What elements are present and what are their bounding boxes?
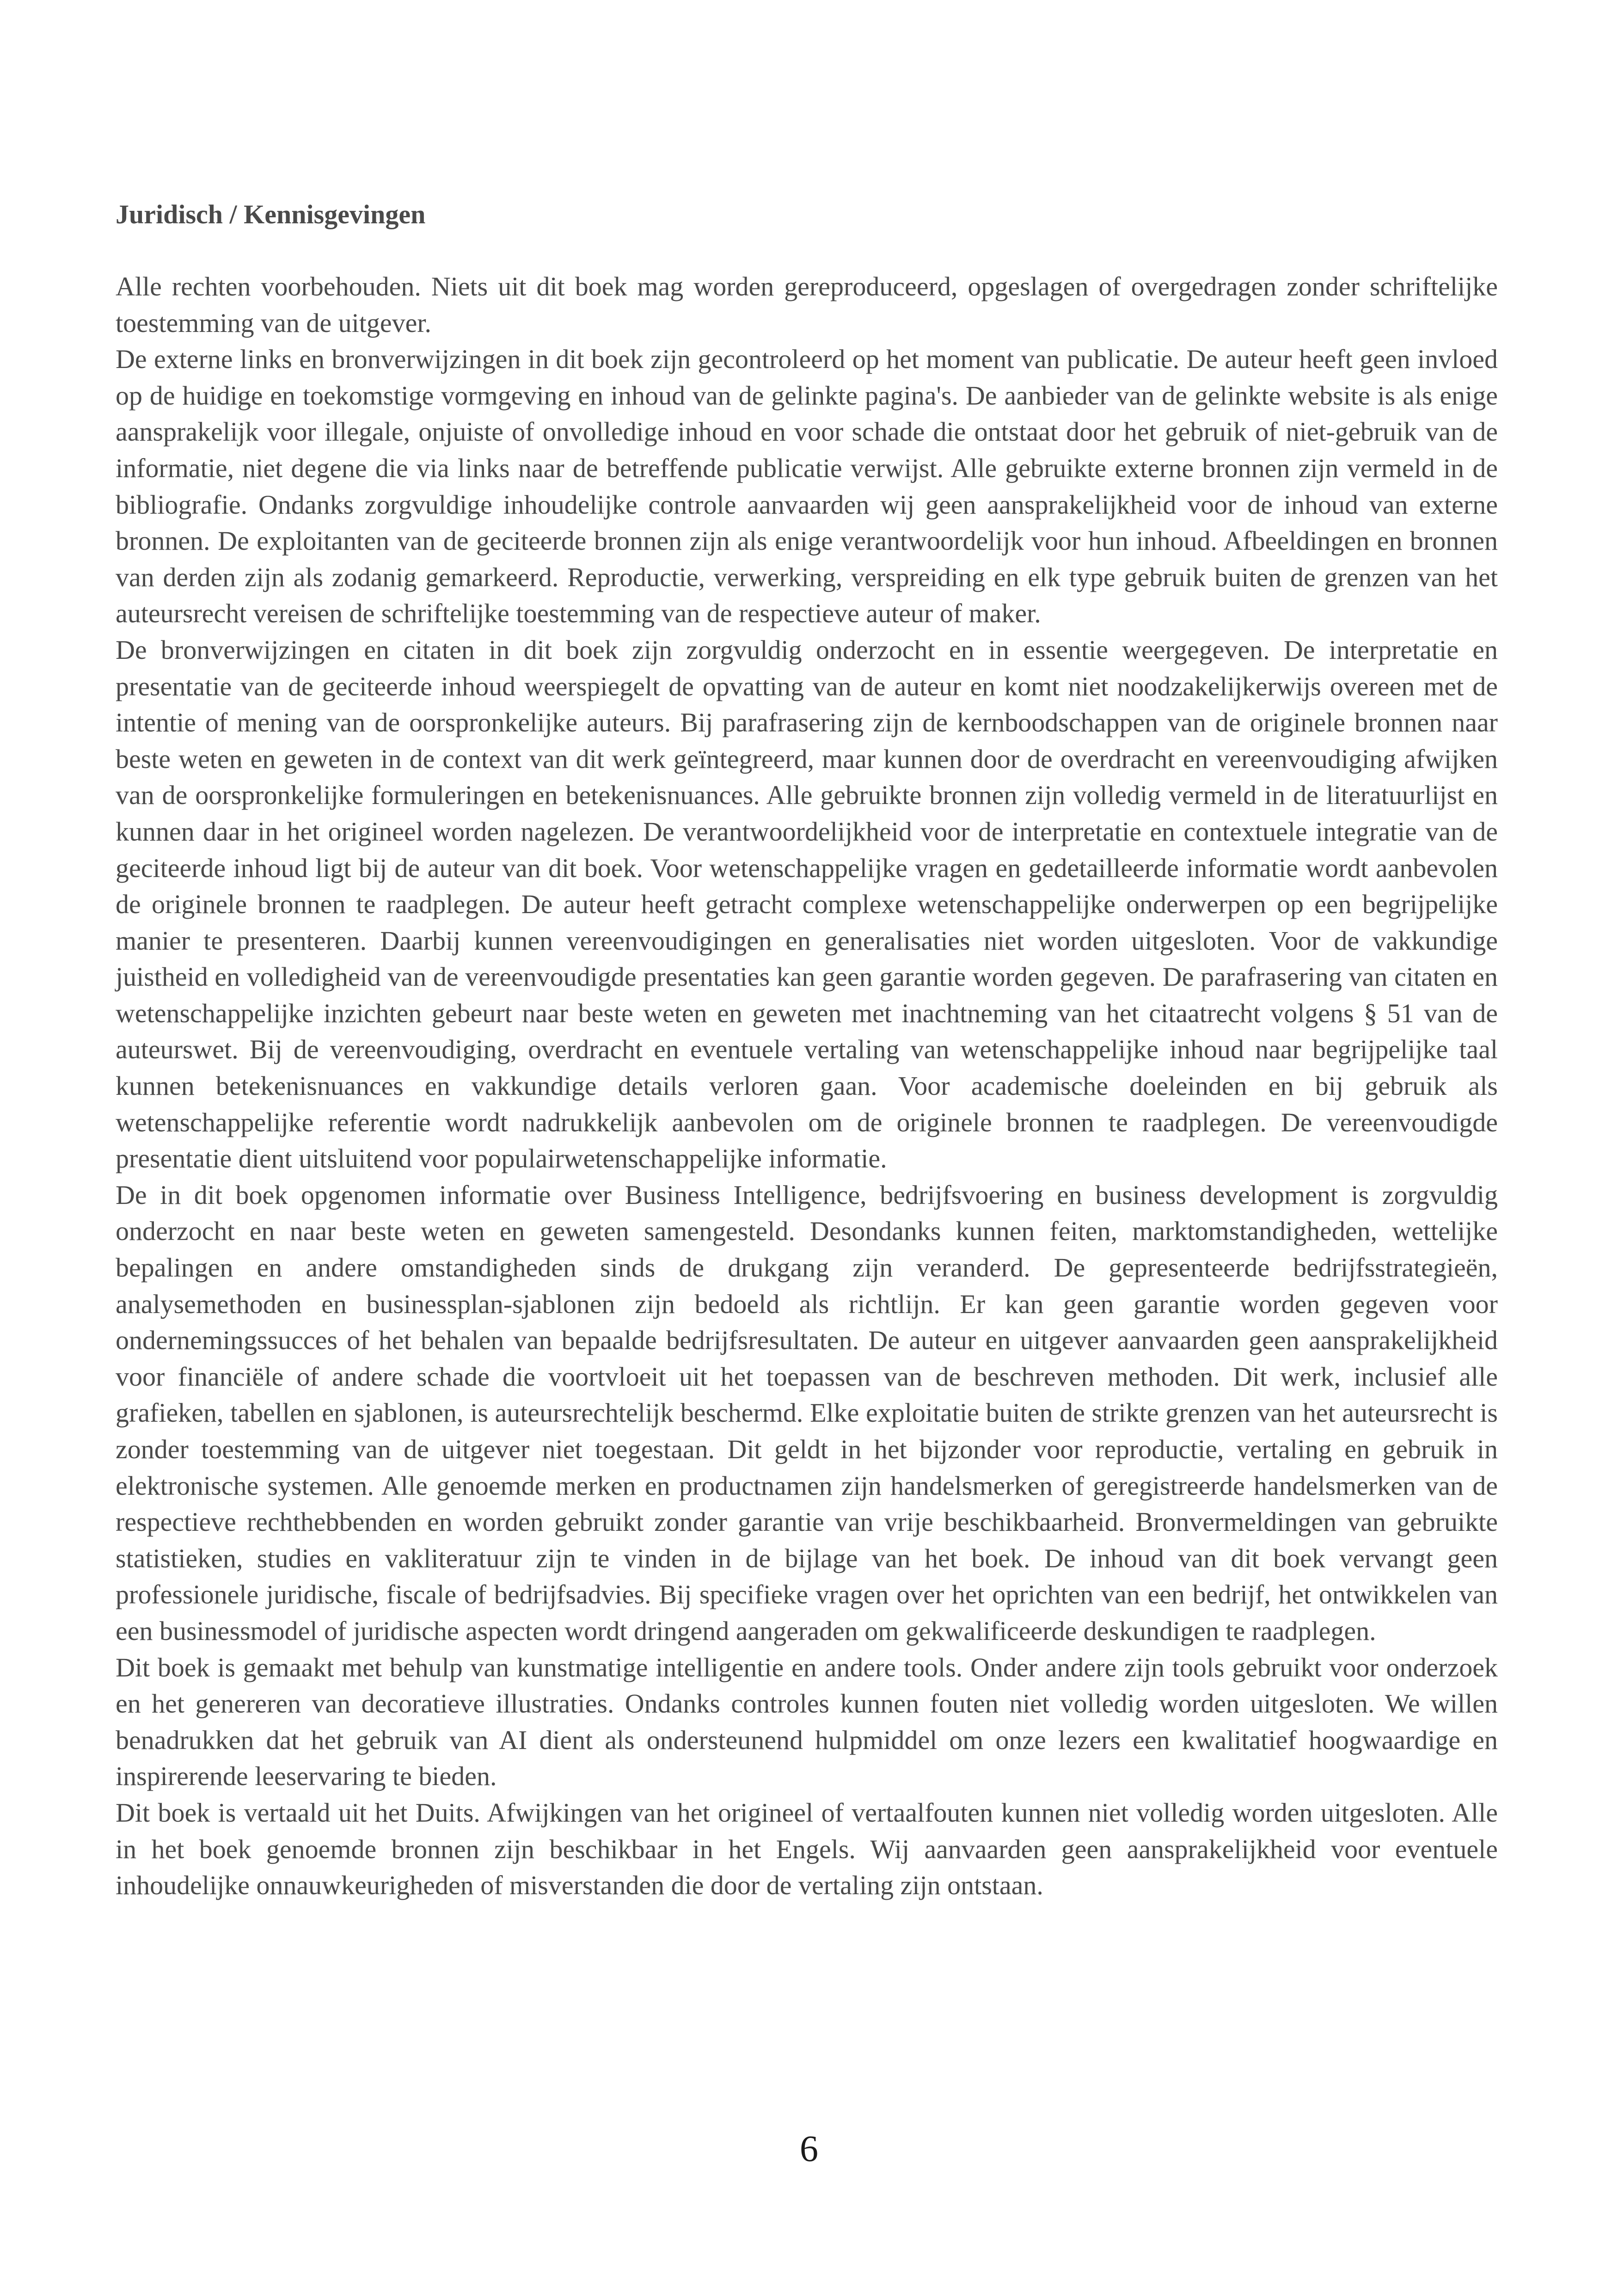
- section-heading: Juridisch / Kennisgevingen: [116, 199, 426, 229]
- paragraph-copyright: Alle rechten voorbehouden. Niets uit dit boek mag worden gereproduceerd, opgeslagen of overgedragen zonder schriftelijke toestemming van de uitgever.: [116, 271, 1498, 338]
- paragraph-citations: De bronverwijzingen en citaten in dit boek zijn zorgvuldig onderzocht en in essentie weergegeven. De interpretatie en presentatie van de geciteerde inhoud weerspiegelt de opvatting van de auteur en komt niet noodzakelijkerwijs overeen met de intentie of mening van de oorspronkelijke auteurs. Bij parafrasering zijn de kernboodschappen van de originele bronnen naar beste weten en geweten in de context van dit werk geïntegreerd, maar kunnen door de overdracht en vereenvoudiging afwijken van de oorspronkelijke formuleringen en betekenisnuances. Alle gebruikte bronnen zijn volledig vermeld in de literatuurlijst en kunnen daar in het origineel worden nagelezen. De verantwoordelijkheid voor de interpretatie en contextuele integratie van de geciteerde inhoud ligt bij de auteur van dit boek. Voor wetenschappelijke vragen en gedetailleerde informatie wordt aanbevolen de originele bronnen te raadplegen. De auteur heeft getracht complexe wetenschappelijke onderwerpen op een begrijpelijke manier te presenteren. Daarbij kunnen vereenvoudigingen en generalisaties niet worden uitgesloten. Voor de vakkundige juistheid en volledigheid van de vereenvoudigde presentaties kan geen garantie worden gegeven. De parafrasering van citaten en wetenschappelijke inzichten gebeurt naar beste weten en geweten met inachtneming van het citaatrecht volgens § 51 van de auteurswet. Bij de vereenvoudiging, overdracht en eventuele vertaling van wetenschappelijke inhoud naar begrijpelijke taal kunnen betekenisnuances en vakkundige details verloren gaan. Voor academische doeleinden en bij gebruik als wetenschappelijke referentie wordt nadrukkelijk aanbevolen om de originele bronnen te raadplegen. De vereenvoudigde presentatie dient uitsluitend voor populairwetenschappelijke informatie.: [116, 634, 1498, 1174]
- page-number: 6: [800, 2129, 818, 2169]
- paragraph-ai-notice: Dit boek is gemaakt met behulp van kunstmatige intelligentie en andere tools. Onder andere zijn tools gebruikt voor onderzoek en het genereren van decoratieve illustraties. Ondanks controles kunnen fouten niet volledig worden uitgesloten. We willen benadrukken dat het gebruik van AI dient als ondersteunend hulpmiddel om onze lezers een kwalitatief hoogwaardige en inspirerende leeservaring te bieden.: [116, 1652, 1498, 1792]
- legal-notice-text: [116, 269, 1498, 1904]
- page-content: [116, 196, 1498, 1904]
- paragraph-business-disclaimer: De in dit boek opgenomen informatie over Business Intelligence, bedrijfsvoering en business development is zorgvuldig onderzocht en naar beste weten en geweten samengesteld. Desondanks kunnen feiten, marktomstandigheden, wettelijke bepalingen en andere omstandigheden sinds de drukgang zijn veranderd. De gepresenteerde bedrijfsstrategieën, analysemethoden en businessplan-sjablonen zijn bedoeld als richtlijn. Er kan geen garantie worden gegeven voor ondernemingssucces of het behalen van bepaalde bedrijfsresultaten. De auteur en uitgever aanvaarden geen aansprakelijkheid voor financiële of andere schade die voortvloeit uit het toepassen van de beschreven methoden. Dit werk, inclusief alle grafieken, tabellen en sjablonen, is auteursrechtelijk beschermd. Elke exploitatie buiten de strikte grenzen van het auteursrecht is zonder toestemming van de uitgever niet toegestaan. Dit geldt in het bijzonder voor reproductie, vertaling en gebruik in elektronische systemen. Alle genoemde merken en productnamen zijn handelsmerken of geregistreerde handelsmerken van de respectieve rechthebbenden en worden gebruikt zonder garantie van vrije beschikbaarheid. Bronvermeldingen van gebruikte statistieken, studies en vakliteratuur zijn te vinden in de bijlage van het boek. De inhoud van dit boek vervangt geen professionele juridische, fiscale of bedrijfsadvies. Bij specifieke vragen over het oprichten van een bedrijf, het ontwikkelen van een businessmodel of juridische aspecten wordt dringend aangeraden om gekwalificeerde deskundigen te raadplegen.: [116, 1179, 1498, 1646]
- paragraph-translation-notice: Dit boek is vertaald uit het Duits. Afwijkingen van het origineel of vertaalfouten kunnen niet volledig worden uitgesloten. Alle in het boek genoemde bronnen zijn beschikbaar in het Engels. Wij aanvaarden geen aansprakelijkheid voor eventuele inhoudelijke onnauwkeurigheden of misverstanden die door de vertaling zijn ontstaan.: [116, 1797, 1498, 1901]
- paragraph-external-links: De externe links en bronverwijzingen in dit boek zijn gecontroleerd op het moment van publicatie. De auteur heeft geen invloed op de huidige en toekomstige vormgeving en inhoud van de gelinkte pagina's. De aanbieder van de gelinkte website is als enige aansprakelijk voor illegale, onjuiste of onvolledige inhoud en voor schade die ontstaat door het gebruik of niet-gebruik van de informatie, niet degene die via links naar de betreffende publicatie verwijst. Alle gebruikte externe bronnen zijn vermeld in de bibliografie. Ondanks zorgvuldige inhoudelijke controle aanvaarden wij geen aansprakelijkheid voor de inhoud van externe bronnen. De exploitanten van de geciteerde bronnen zijn als enige verantwoordelijk voor hun inhoud. Afbeeldingen en bronnen van derden zijn als zodanig gemarkeerd. Reproductie, verwerking, verspreiding en elk type gebruik buiten de grenzen van het auteursrecht vereisen de schriftelijke toestemming van de respectieve auteur of maker.: [116, 344, 1498, 629]
